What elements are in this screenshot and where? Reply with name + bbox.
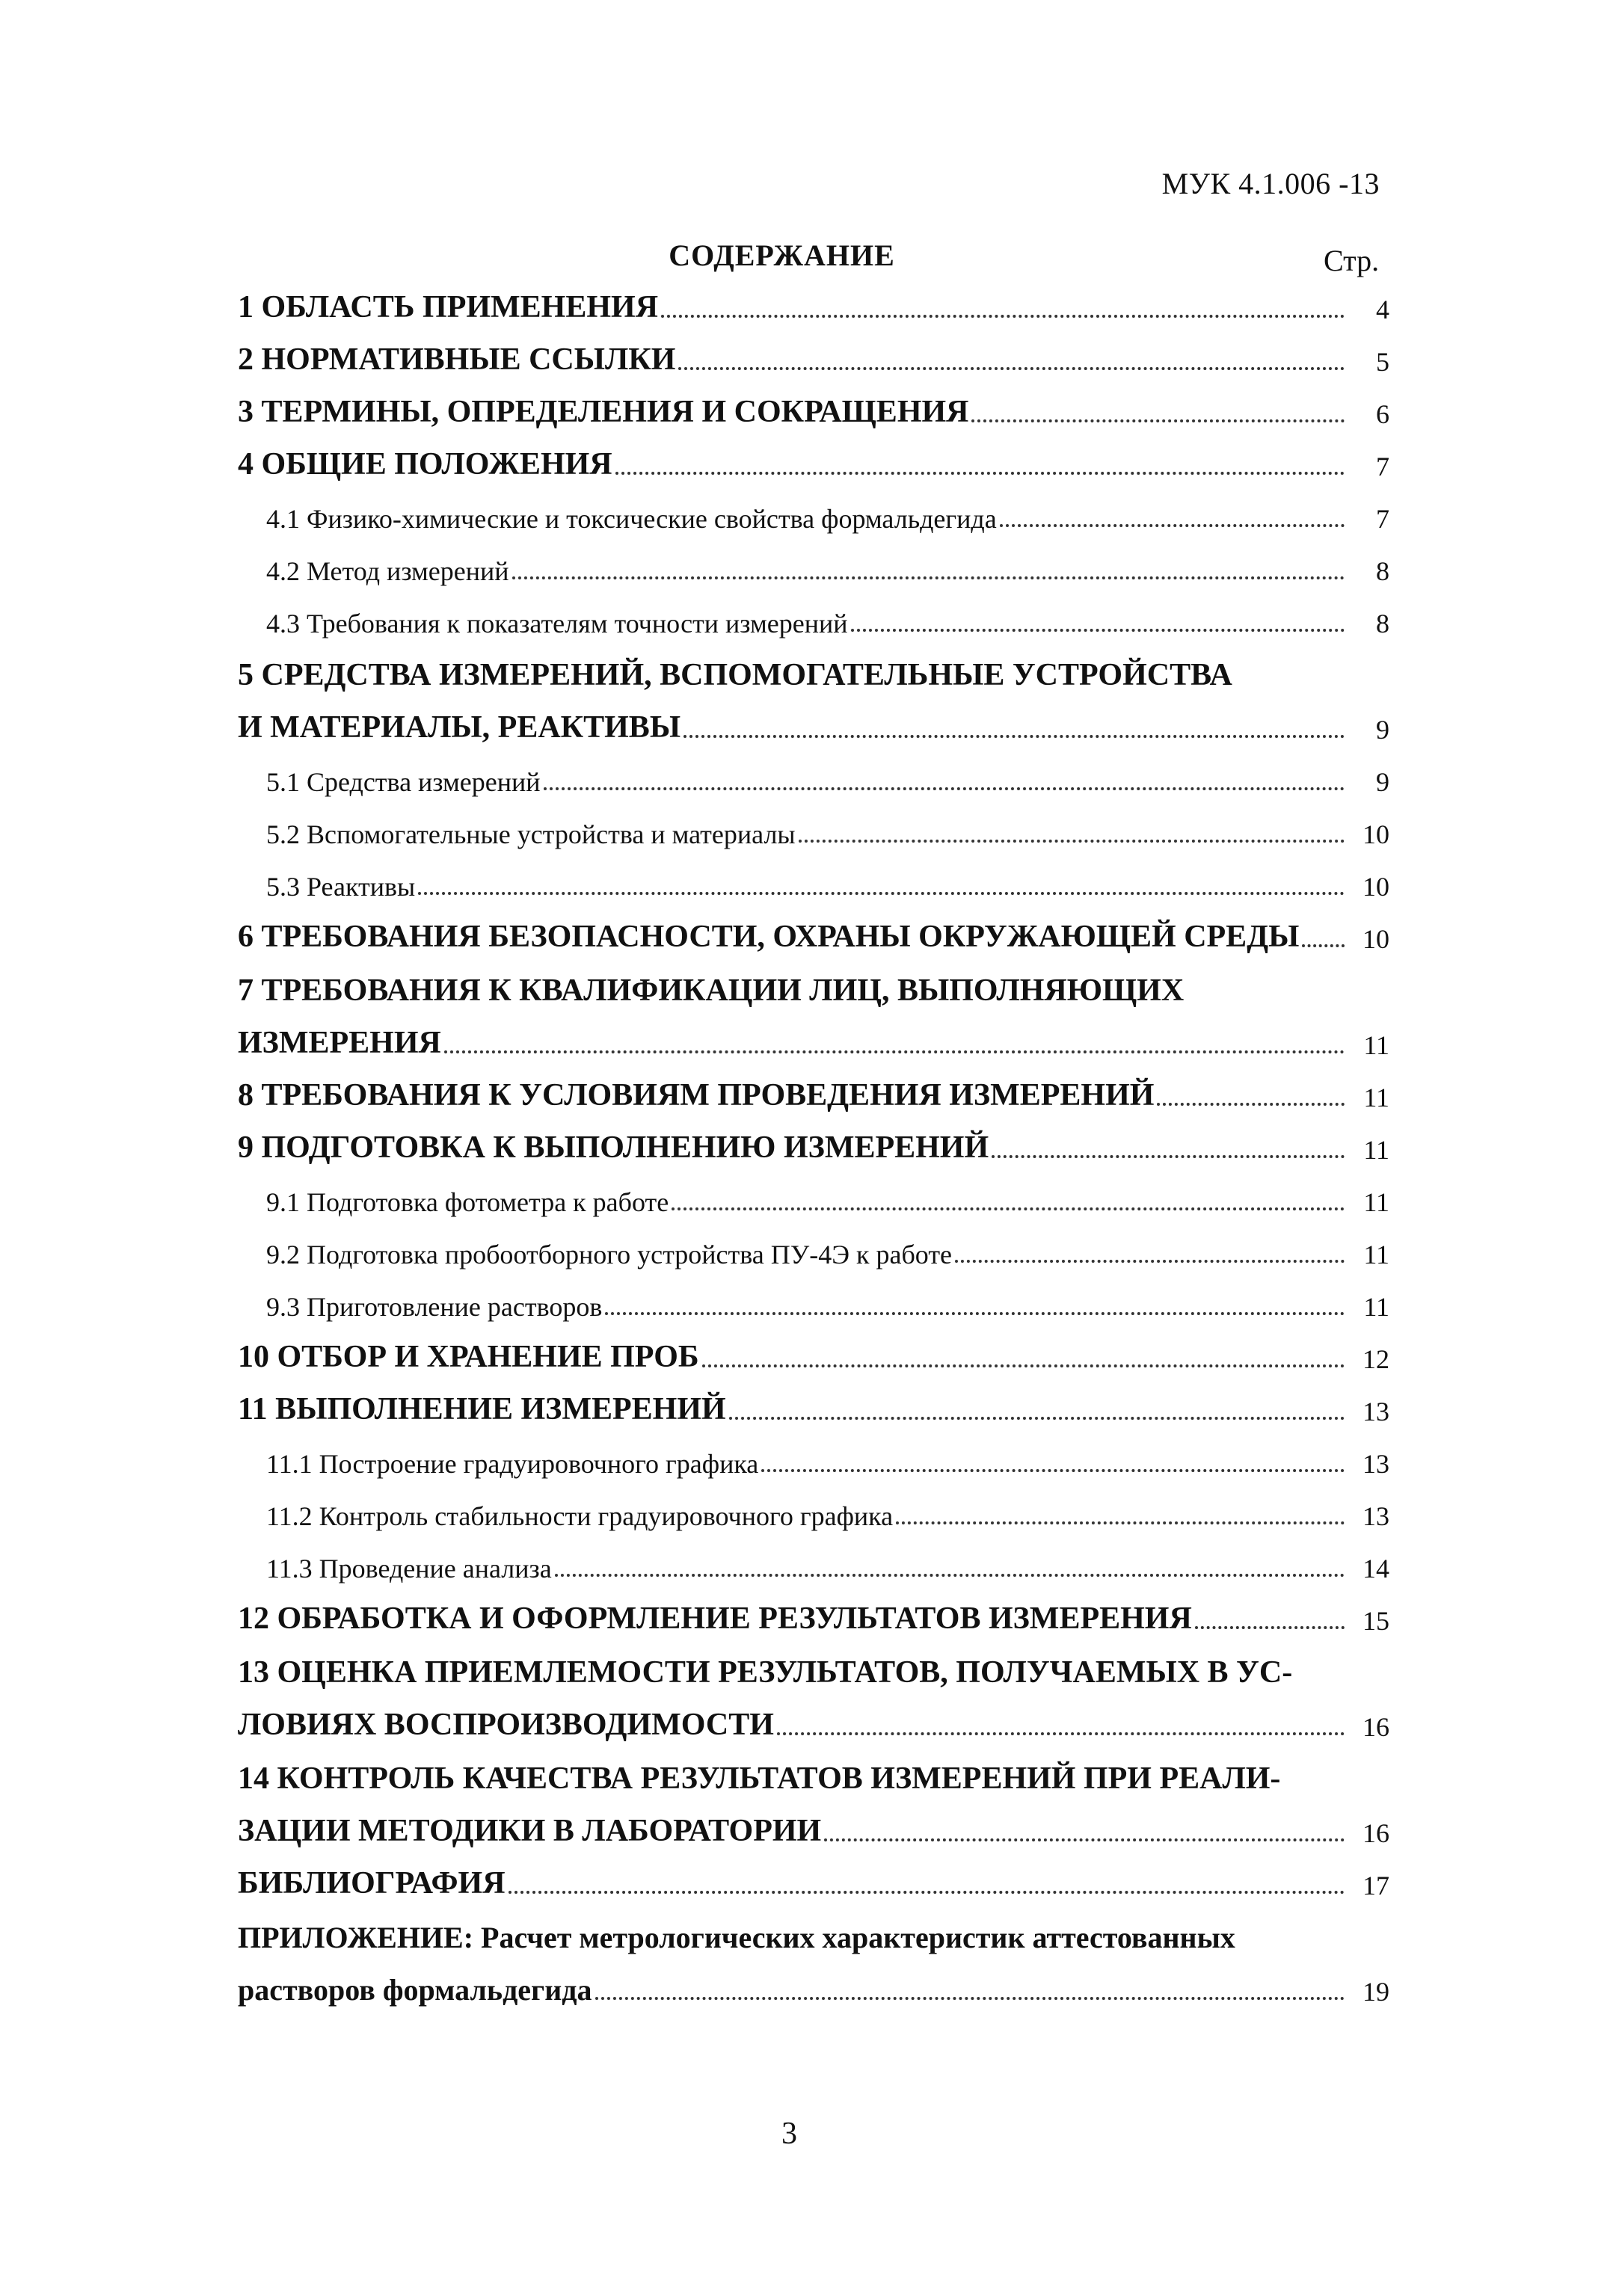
toc-row [238,858,1389,910]
toc-row [238,280,1389,333]
toc-row [238,805,1389,858]
toc-row [238,1750,1389,1804]
toc-row [238,1382,1389,1435]
toc-entry-label: 2 НОРМАТИВНЫЕ ССЫЛКИ [238,342,676,377]
toc-entry-label: растворов формальдегида [238,1973,592,2007]
toc-title: СОДЕРЖАНИЕ [669,238,895,272]
toc-row [238,701,1389,753]
toc-entry-page: 7 [1376,504,1389,534]
toc-entry-page: 10 [1362,924,1389,954]
document-code: МУК 4.1.006 -13 [1161,167,1380,200]
toc-row [238,1487,1389,1539]
toc-entry-label: 9.3 Приготовление растворов [266,1292,603,1322]
toc-entry-label: 6 ТРЕБОВАНИЯ БЕЗОПАСНОСТИ, ОХРАНЫ ОКРУЖАЮЩЕЙ СРЕДЫ [238,920,1300,954]
toc-row [238,1225,1389,1278]
toc-leader-dots [555,1574,1345,1577]
toc-entry-page: 12 [1362,1344,1389,1374]
toc-row [238,542,1389,594]
toc-row [238,1698,1389,1750]
toc-leader-dots [678,367,1345,370]
toc-entry-label: 4.3 Требования к показателям точности измерений [266,609,848,638]
toc-leader-dots [777,1732,1345,1735]
toc-leader-dots [595,1997,1345,2000]
toc-row [238,1435,1389,1487]
toc-entry-label: 13 ОЦЕНКА ПРИЕМЛЕМОСТИ РЕЗУЛЬТАТОВ, ПОЛУЧАЕМЫХ В УС- [238,1655,1293,1690]
toc-entry-label: 11.1 Построение градуировочного графика [266,1449,759,1479]
toc-entry-page: 8 [1376,556,1389,586]
toc-entry-page: 11 [1363,1240,1389,1269]
toc-leader-dots [761,1469,1345,1472]
toc-entry-label: 8 ТРЕБОВАНИЯ К УСЛОВИЯМ ПРОВЕДЕНИЯ ИЗМЕРЕНИЙ [238,1078,1155,1112]
toc-row [238,333,1389,385]
toc-entry-label: 5.2 Вспомогательные устройства и материалы [266,819,796,849]
toc-leader-dots [615,472,1345,475]
toc-row [238,910,1389,962]
toc-row [238,1016,1389,1068]
toc-entry-label: 4.1 Физико-химические и токсические свойства формальдегида [266,504,997,534]
toc-row [238,490,1389,542]
toc-row [238,1330,1389,1382]
toc-entry-page: 7 [1376,452,1389,481]
toc-leader-dots [992,1155,1345,1158]
toc-leader-dots [672,1207,1345,1210]
toc-leader-dots [418,892,1345,895]
toc-row [238,1592,1389,1644]
toc-entry-page: 11 [1363,1083,1389,1112]
toc-entry-label: 11.2 Контроль стабильности градуировочного графика [266,1501,894,1531]
toc-entry-page: 6 [1376,399,1389,429]
toc-entry-page: 13 [1362,1449,1389,1479]
toc-row [238,1121,1389,1173]
toc-entry-label: 3 ТЕРМИНЫ, ОПРЕДЕЛЕНИЯ И СОКРАЩЕНИЯ [238,395,969,429]
toc-entry-label: 11.3 Проведение анализа [266,1554,552,1583]
toc-entry-page: 4 [1376,295,1389,324]
toc-entry-label: 1 ОБЛАСТЬ ПРИМЕНЕНИЯ [238,290,659,324]
toc-leader-dots [683,735,1345,738]
toc-leader-dots [1000,524,1345,527]
toc-entry-page: 15 [1362,1606,1389,1636]
toc-entry-label: 9.2 Подготовка пробоотборного устройства ПУ-4Э к работе [266,1240,953,1269]
toc-row [238,437,1389,490]
toc-row [238,385,1389,437]
toc-entry-page: 8 [1376,609,1389,638]
toc-entry-label: 9 ПОДГОТОВКА К ВЫПОЛНЕНИЮ ИЗМЕРЕНИЙ [238,1130,989,1165]
toc-entry-label: 10 ОТБОР И ХРАНЕНИЕ ПРОБ [238,1340,699,1374]
table-of-contents [238,280,1389,2015]
toc-leader-dots [1302,944,1345,947]
page-column-label: Стр. [1324,244,1380,277]
toc-entry-label: 12 ОБРАБОТКА И ОФОРМЛЕНИЕ РЕЗУЛЬТАТОВ ИЗМЕРЕНИЯ [238,1601,1192,1636]
toc-entry-page: 9 [1376,767,1389,797]
toc-entry-label: 14 КОНТРОЛЬ КАЧЕСТВА РЕЗУЛЬТАТОВ ИЗМЕРЕНИЙ ПРИ РЕАЛИ- [238,1761,1281,1796]
toc-row [238,1644,1389,1698]
toc-entry-label: 4 ОБЩИЕ ПОЛОЖЕНИЯ [238,447,612,481]
toc-entry-page: 11 [1363,1187,1389,1217]
toc-entry-label: ИЗМЕРЕНИЯ [238,1026,441,1060]
toc-entry-page: 13 [1362,1397,1389,1426]
toc-row [238,1173,1389,1225]
toc-leader-dots [729,1417,1345,1420]
toc-entry-label: 9.1 Подготовка фотометра к работе [266,1187,669,1217]
toc-leader-dots [605,1312,1345,1315]
toc-entry-page: 17 [1362,1871,1389,1900]
toc-entry-label: 5 СРЕДСТВА ИЗМЕРЕНИЙ, ВСПОМОГАТЕЛЬНЫЕ УСТРОЙСТВА [238,658,1232,692]
toc-leader-dots [702,1364,1345,1367]
toc-leader-dots [1157,1103,1345,1106]
toc-leader-dots [971,419,1345,422]
toc-leader-dots [896,1521,1345,1524]
toc-entry-page: 19 [1362,1977,1389,2007]
toc-entry-label: И МАТЕРИАЛЫ, РЕАКТИВЫ [238,710,681,745]
toc-entry-page: 14 [1362,1554,1389,1583]
toc-entry-label: ЗАЦИИ МЕТОДИКИ В ЛАБОРАТОРИИ [238,1814,822,1848]
toc-row [238,594,1389,647]
toc-row [238,1963,1389,2015]
toc-leader-dots [544,787,1345,790]
toc-row [238,1856,1389,1909]
toc-leader-dots [851,629,1345,632]
toc-entry-label: 11 ВЫПОЛНЕНИЕ ИЗМЕРЕНИЙ [238,1392,726,1426]
toc-leader-dots [824,1838,1345,1841]
toc-entry-label: 5.1 Средства измерений [266,767,541,797]
toc-leader-dots [512,576,1345,579]
toc-leader-dots [955,1260,1345,1263]
toc-row [238,1909,1389,1963]
toc-leader-dots [661,315,1345,318]
toc-leader-dots [799,840,1345,843]
page-number: 3 [781,2117,797,2151]
toc-entry-page: 5 [1376,347,1389,377]
toc-row [238,647,1389,701]
toc-row [238,1804,1389,1856]
toc-entry-page: 10 [1362,872,1389,902]
toc-row [238,1539,1389,1592]
toc-leader-dots [444,1050,1345,1053]
toc-entry-page: 11 [1363,1292,1389,1322]
toc-entry-label: ПРИЛОЖЕНИЕ: Расчет метрологических характеристик аттестованных [238,1921,1235,1954]
toc-entry-page: 10 [1362,819,1389,849]
toc-entry-page: 13 [1362,1501,1389,1531]
toc-entry-label: 4.2 Метод измерений [266,556,509,586]
toc-row [238,962,1389,1016]
toc-leader-dots [509,1891,1345,1894]
toc-entry-label: 5.3 Реактивы [266,872,416,902]
toc-entry-page: 16 [1362,1818,1389,1848]
toc-entry-page: 11 [1363,1030,1389,1060]
toc-row [238,1068,1389,1121]
toc-row [238,1278,1389,1330]
toc-entry-page: 11 [1363,1135,1389,1165]
toc-leader-dots [1195,1626,1345,1629]
toc-entry-page: 16 [1362,1712,1389,1742]
toc-entry-page: 9 [1376,715,1389,745]
toc-entry-label: 7 ТРЕБОВАНИЯ К КВАЛИФИКАЦИИ ЛИЦ, ВЫПОЛНЯЮЩИХ [238,973,1185,1008]
toc-entry-label: ЛОВИЯХ ВОСПРОИЗВОДИМОСТИ [238,1708,774,1742]
toc-row [238,753,1389,805]
toc-entry-label: БИБЛИОГРАФИЯ [238,1866,506,1900]
